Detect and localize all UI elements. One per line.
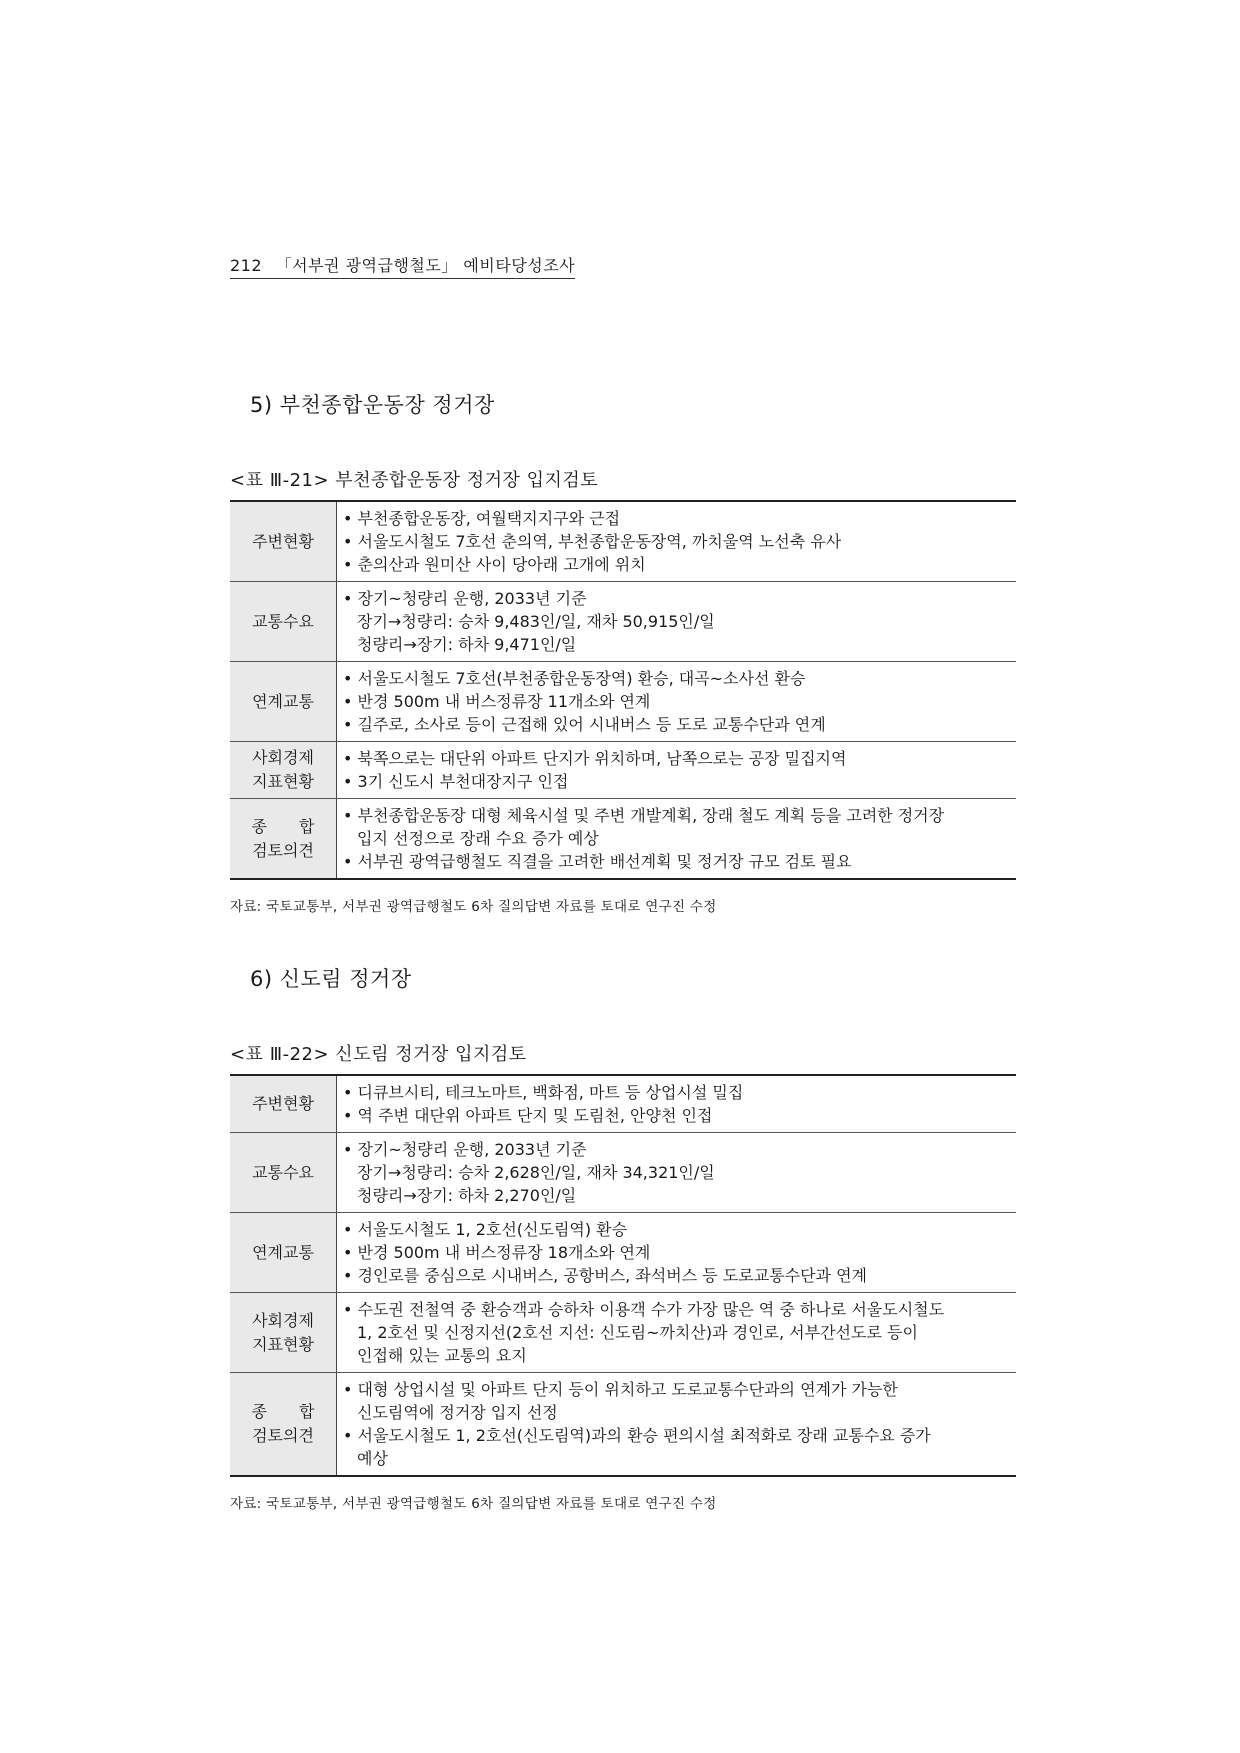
row-category: 종 합 검토의견 — [230, 799, 337, 880]
row-content — [337, 582, 1017, 662]
continuation-line: 신도림역에 정거장 입지 선정 — [357, 1403, 558, 1422]
row-category: 교통수요 — [230, 582, 337, 662]
site-review-table — [230, 1074, 1016, 1477]
row-content — [337, 799, 1017, 880]
row-content — [337, 662, 1017, 742]
bullet-item: • 반경 500m 내 버스정류장 18개소와 연계 — [343, 1243, 651, 1262]
bullet-item: • 반경 500m 내 버스정류장 11개소와 연계 — [343, 692, 651, 711]
row-content — [337, 501, 1017, 582]
continuation-line: 입지 선정으로 장래 수요 증가 예상 — [357, 829, 599, 848]
continuation-line: 청량리→장기: 하차 2,270인/일 — [357, 1186, 577, 1205]
table-row — [230, 1213, 1016, 1293]
table-body — [230, 1075, 1016, 1476]
row-category: 연계교통 — [230, 1213, 337, 1293]
page-number: 212 — [230, 256, 263, 275]
section-heading: 5) 부천종합운동장 정거장 — [250, 393, 495, 417]
row-content — [337, 742, 1017, 799]
bullet-item: • 장기~청량리 운행, 2033년 기준 — [343, 589, 587, 608]
continuation-line: 예상 — [357, 1449, 388, 1468]
row-content — [337, 1293, 1017, 1373]
bullet-item: • 역 주변 대단위 아파트 단지 및 도림천, 안양천 인접 — [343, 1106, 713, 1125]
bullet-item: • 서부권 광역급행철도 직결을 고려한 배선계획 및 정거장 규모 검토 필요 — [343, 852, 852, 871]
bullet-item: • 서울도시철도 7호선 춘의역, 부천종합운동장역, 까치울역 노선축 유사 — [343, 532, 842, 551]
site-review-table — [230, 500, 1016, 880]
bullet-item: • 길주로, 소사로 등이 근접해 있어 시내버스 등 도로 교통수단과 연계 — [343, 715, 826, 734]
row-content — [337, 1075, 1017, 1133]
section-heading: 6) 신도림 정거장 — [250, 967, 412, 991]
row-category: 주변현황 — [230, 1075, 337, 1133]
bullet-item: • 부천종합운동장 대형 체육시설 및 주변 개발계획, 장래 철도 계획 등을 고려한 정거장 — [343, 806, 945, 825]
bullet-item: • 경인로를 중심으로 시내버스, 공항버스, 좌석버스 등 도로교통수단과 연계 — [343, 1266, 867, 1285]
continuation-line: 장기→청량리: 승차 2,628인/일, 재차 34,321인/일 — [357, 1163, 715, 1182]
table-row — [230, 1293, 1016, 1373]
bullet-item: • 춘의산과 원미산 사이 당아래 고개에 위치 — [343, 555, 646, 574]
row-category: 사회경제 지표현황 — [230, 742, 337, 799]
row-category: 교통수요 — [230, 1133, 337, 1213]
bullet-item: • 장기~청량리 운행, 2033년 기준 — [343, 1140, 587, 1159]
table-row — [230, 662, 1016, 742]
row-category: 연계교통 — [230, 662, 337, 742]
table-body — [230, 501, 1016, 879]
table-row — [230, 799, 1016, 880]
row-category: 주변현황 — [230, 501, 337, 582]
document-title: 「서부권 광역급행철도」 예비타당성조사 — [275, 256, 576, 275]
table-caption: <표 Ⅲ-22> 신도림 정거장 입지검토 — [230, 1044, 527, 1065]
bullet-item: • 북쪽으로는 대단위 아파트 단지가 위치하며, 남쪽으로는 공장 밀집지역 — [343, 749, 847, 768]
continuation-line: 1, 2호선 및 신정지선(2호선 지선: 신도림~까치산)과 경인로, 서부간선도로 등이 — [357, 1323, 918, 1342]
table-row — [230, 582, 1016, 662]
source-note: 자료: 국토교통부, 서부권 광역급행철도 6차 질의답변 자료를 토대로 연구진 수정 — [230, 1496, 717, 1512]
row-content — [337, 1373, 1017, 1477]
table-row — [230, 501, 1016, 582]
row-content — [337, 1213, 1017, 1293]
table-caption: <표 Ⅲ-21> 부천종합운동장 정거장 입지검토 — [230, 470, 599, 491]
row-category: 사회경제 지표현황 — [230, 1293, 337, 1373]
continuation-line: 인접해 있는 교통의 요지 — [357, 1346, 527, 1365]
table-row — [230, 1075, 1016, 1133]
continuation-line: 청량리→장기: 하차 9,471인/일 — [357, 635, 577, 654]
continuation-line: 장기→청량리: 승차 9,483인/일, 재차 50,915인/일 — [357, 612, 715, 631]
bullet-item: • 3기 신도시 부천대장지구 인접 — [343, 772, 569, 791]
bullet-item: • 수도권 전철역 중 환승객과 승하차 이용객 수가 가장 많은 역 중 하나로 서울도시철도 — [343, 1300, 945, 1319]
row-content — [337, 1133, 1017, 1213]
running-header — [230, 253, 575, 279]
bullet-item: • 서울도시철도 1, 2호선(신도림역)과의 환승 편의시설 최적화로 장래 교통수요 증가 — [343, 1426, 931, 1445]
bullet-item: • 부천종합운동장, 여월택지지구와 근접 — [343, 509, 621, 528]
bullet-item: • 디큐브시티, 테크노마트, 백화점, 마트 등 상업시설 밀집 — [343, 1083, 744, 1102]
bullet-item: • 서울도시철도 7호선(부천종합운동장역) 환승, 대곡~소사선 환승 — [343, 669, 806, 688]
bullet-item: • 대형 상업시설 및 아파트 단지 등이 위치하고 도로교통수단과의 연계가 가능한 — [343, 1380, 898, 1399]
row-category: 종 합 검토의견 — [230, 1373, 337, 1477]
source-note: 자료: 국토교통부, 서부권 광역급행철도 6차 질의답변 자료를 토대로 연구진 수정 — [230, 899, 717, 915]
bullet-item: • 서울도시철도 1, 2호선(신도림역) 환승 — [343, 1220, 628, 1239]
table-row — [230, 1373, 1016, 1477]
table-row — [230, 1133, 1016, 1213]
table-row — [230, 742, 1016, 799]
